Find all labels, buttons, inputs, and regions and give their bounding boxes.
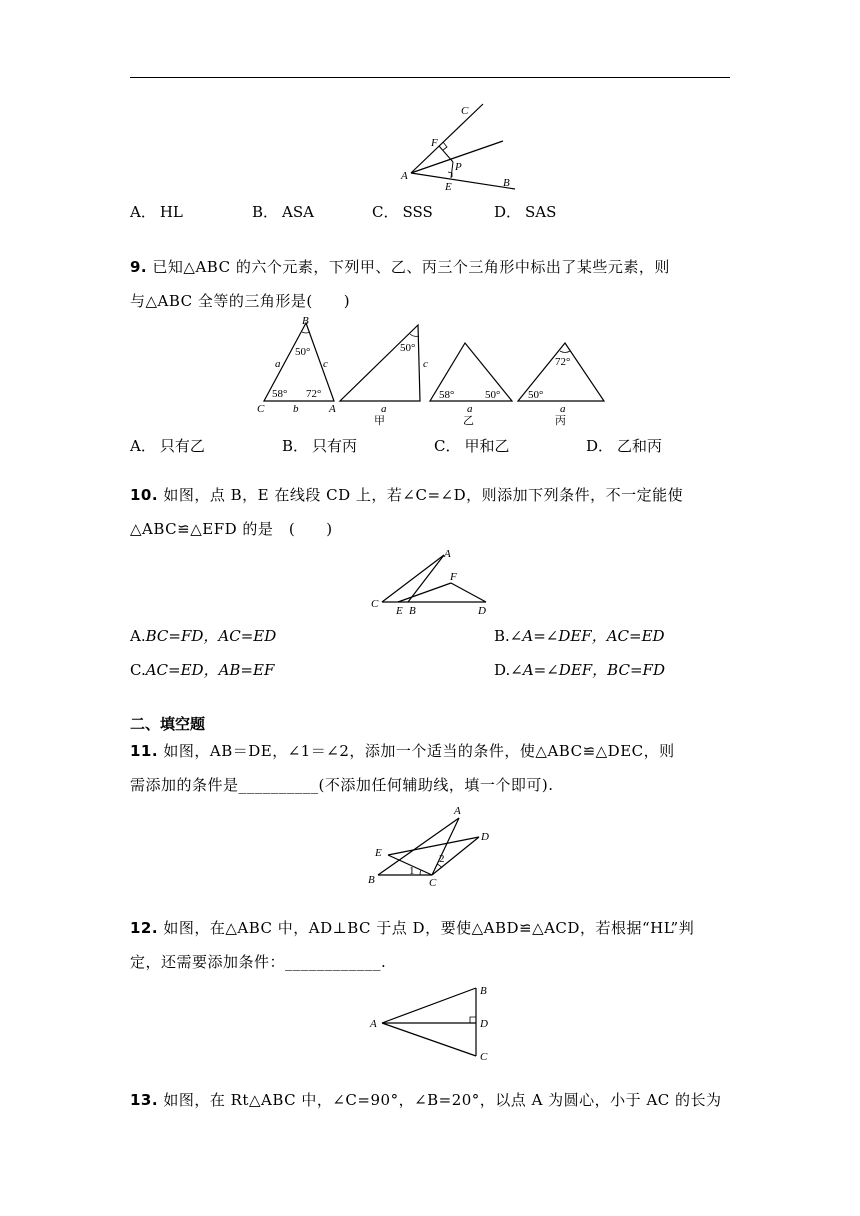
- q9-line1: 9. 已知△ABC 的六个元素，下列甲、乙、丙三个三角形中标出了某些元素，则: [130, 258, 670, 276]
- q9-abc-a: A: [329, 403, 336, 415]
- q9-bing-ang2: 50°: [528, 389, 544, 401]
- section-fill-in: 二、填空题: [130, 715, 206, 733]
- q9-abc-side-c: c: [323, 358, 328, 370]
- q10-option-b[interactable]: B.∠A=∠DEF，AC=ED: [494, 627, 665, 645]
- q9-abc-c: C: [257, 403, 265, 415]
- q9-yi-side-a: a: [467, 403, 473, 415]
- q11-line1: 11. 如图，AB＝DE，∠1＝∠2，添加一个适当的条件，使△ABC≌△DEC，则: [130, 742, 675, 760]
- q10-line2: △ABC≌△EFD 的是 ( ): [130, 520, 333, 538]
- q8-option-a[interactable]: A． HL: [130, 203, 183, 221]
- q8-label-f: F: [431, 137, 438, 149]
- q9-abc-side-a: a: [275, 358, 281, 370]
- q10-label-f: F: [450, 571, 457, 583]
- q11-figure: [362, 800, 502, 890]
- q12-line2: 定，还需要添加条件：____________.: [130, 953, 387, 971]
- q9-option-c[interactable]: C． 甲和乙: [434, 437, 510, 455]
- q11-label-e: E: [375, 847, 382, 859]
- q8-label-a: A: [401, 170, 408, 182]
- q10-label-c: C: [371, 598, 379, 610]
- q9-jia-side-c: c: [423, 358, 428, 370]
- q9-bing-name: 丙: [555, 415, 566, 427]
- q11-label-2: 2: [439, 853, 445, 865]
- q8-option-d[interactable]: D． SAS: [494, 203, 557, 221]
- q9-abc-side-b: b: [293, 403, 299, 415]
- q9-jia-ang: 50°: [400, 342, 416, 354]
- q9-option-a[interactable]: A． 只有乙: [130, 437, 205, 455]
- q9-abc-ang-a: 72°: [306, 388, 322, 400]
- q8-label-b: B: [503, 177, 510, 189]
- q8-label-c: C: [461, 105, 469, 117]
- q12-label-b: B: [480, 985, 487, 997]
- q10-label-d: D: [478, 605, 486, 617]
- q12-figure: [366, 980, 506, 1065]
- q11-label-b: B: [368, 874, 375, 886]
- q8-label-p: P: [455, 161, 462, 173]
- q11-label-c: C: [429, 877, 437, 889]
- q9-bing-ang1: 72°: [555, 356, 571, 368]
- q11-label-d: D: [481, 831, 489, 843]
- q13-line1: 13. 如图，在 Rt△ABC 中，∠C=90°，∠B=20°，以点 A 为圆心，小于 AC 的长为: [130, 1091, 722, 1109]
- header-rule: [130, 77, 730, 78]
- q8-label-e: E: [445, 181, 452, 193]
- q9-jia-name: 甲: [374, 415, 385, 427]
- q10-option-c[interactable]: C.AC=ED，AB=EF: [130, 661, 275, 679]
- q8-figure: [395, 100, 525, 195]
- q8-option-b[interactable]: B． ASA: [252, 203, 314, 221]
- q11-label-a: A: [454, 805, 461, 817]
- q9-abc-ang-b: 50°: [295, 346, 311, 358]
- q11-line2: 需添加的条件是__________(不添加任何辅助线，填一个即可).: [130, 776, 554, 794]
- q10-option-a[interactable]: A.BC=FD，AC=ED: [130, 627, 277, 645]
- q9-figure: [250, 315, 610, 430]
- q9-jia-side-a: a: [381, 403, 387, 415]
- q8-option-c[interactable]: C． SSS: [372, 203, 433, 221]
- q9-line2: 与△ABC 全等的三角形是( ): [130, 292, 351, 310]
- q9-yi-name: 乙: [463, 415, 474, 427]
- q9-option-d[interactable]: D． 乙和丙: [586, 437, 663, 455]
- q12-label-d: D: [480, 1018, 488, 1030]
- q9-yi-ang1: 58°: [439, 389, 455, 401]
- q12-label-a: A: [370, 1018, 377, 1030]
- q12-label-c: C: [480, 1051, 488, 1063]
- q10-label-b: B: [409, 605, 416, 617]
- q10-label-a: A: [444, 548, 451, 560]
- q11-label-1: 1: [409, 865, 415, 877]
- q9-abc-b: B: [302, 315, 309, 327]
- q10-figure: [368, 545, 498, 617]
- q12-line1: 12. 如图，在△ABC 中，AD⊥BC 于点 D，要使△ABD≌△ACD，若根据“HL”判: [130, 919, 695, 937]
- q9-bing-side-a: a: [560, 403, 566, 415]
- q10-label-e: E: [396, 605, 403, 617]
- q9-yi-ang2: 50°: [485, 389, 501, 401]
- q9-option-b[interactable]: B． 只有丙: [282, 437, 358, 455]
- q10-option-d[interactable]: D.∠A=∠DEF，BC=FD: [494, 661, 665, 679]
- q10-line1: 10. 如图，点 B，E 在线段 CD 上，若∠C=∠D，则添加下列条件，不一定能使: [130, 486, 684, 504]
- q9-abc-ang-c: 58°: [272, 388, 288, 400]
